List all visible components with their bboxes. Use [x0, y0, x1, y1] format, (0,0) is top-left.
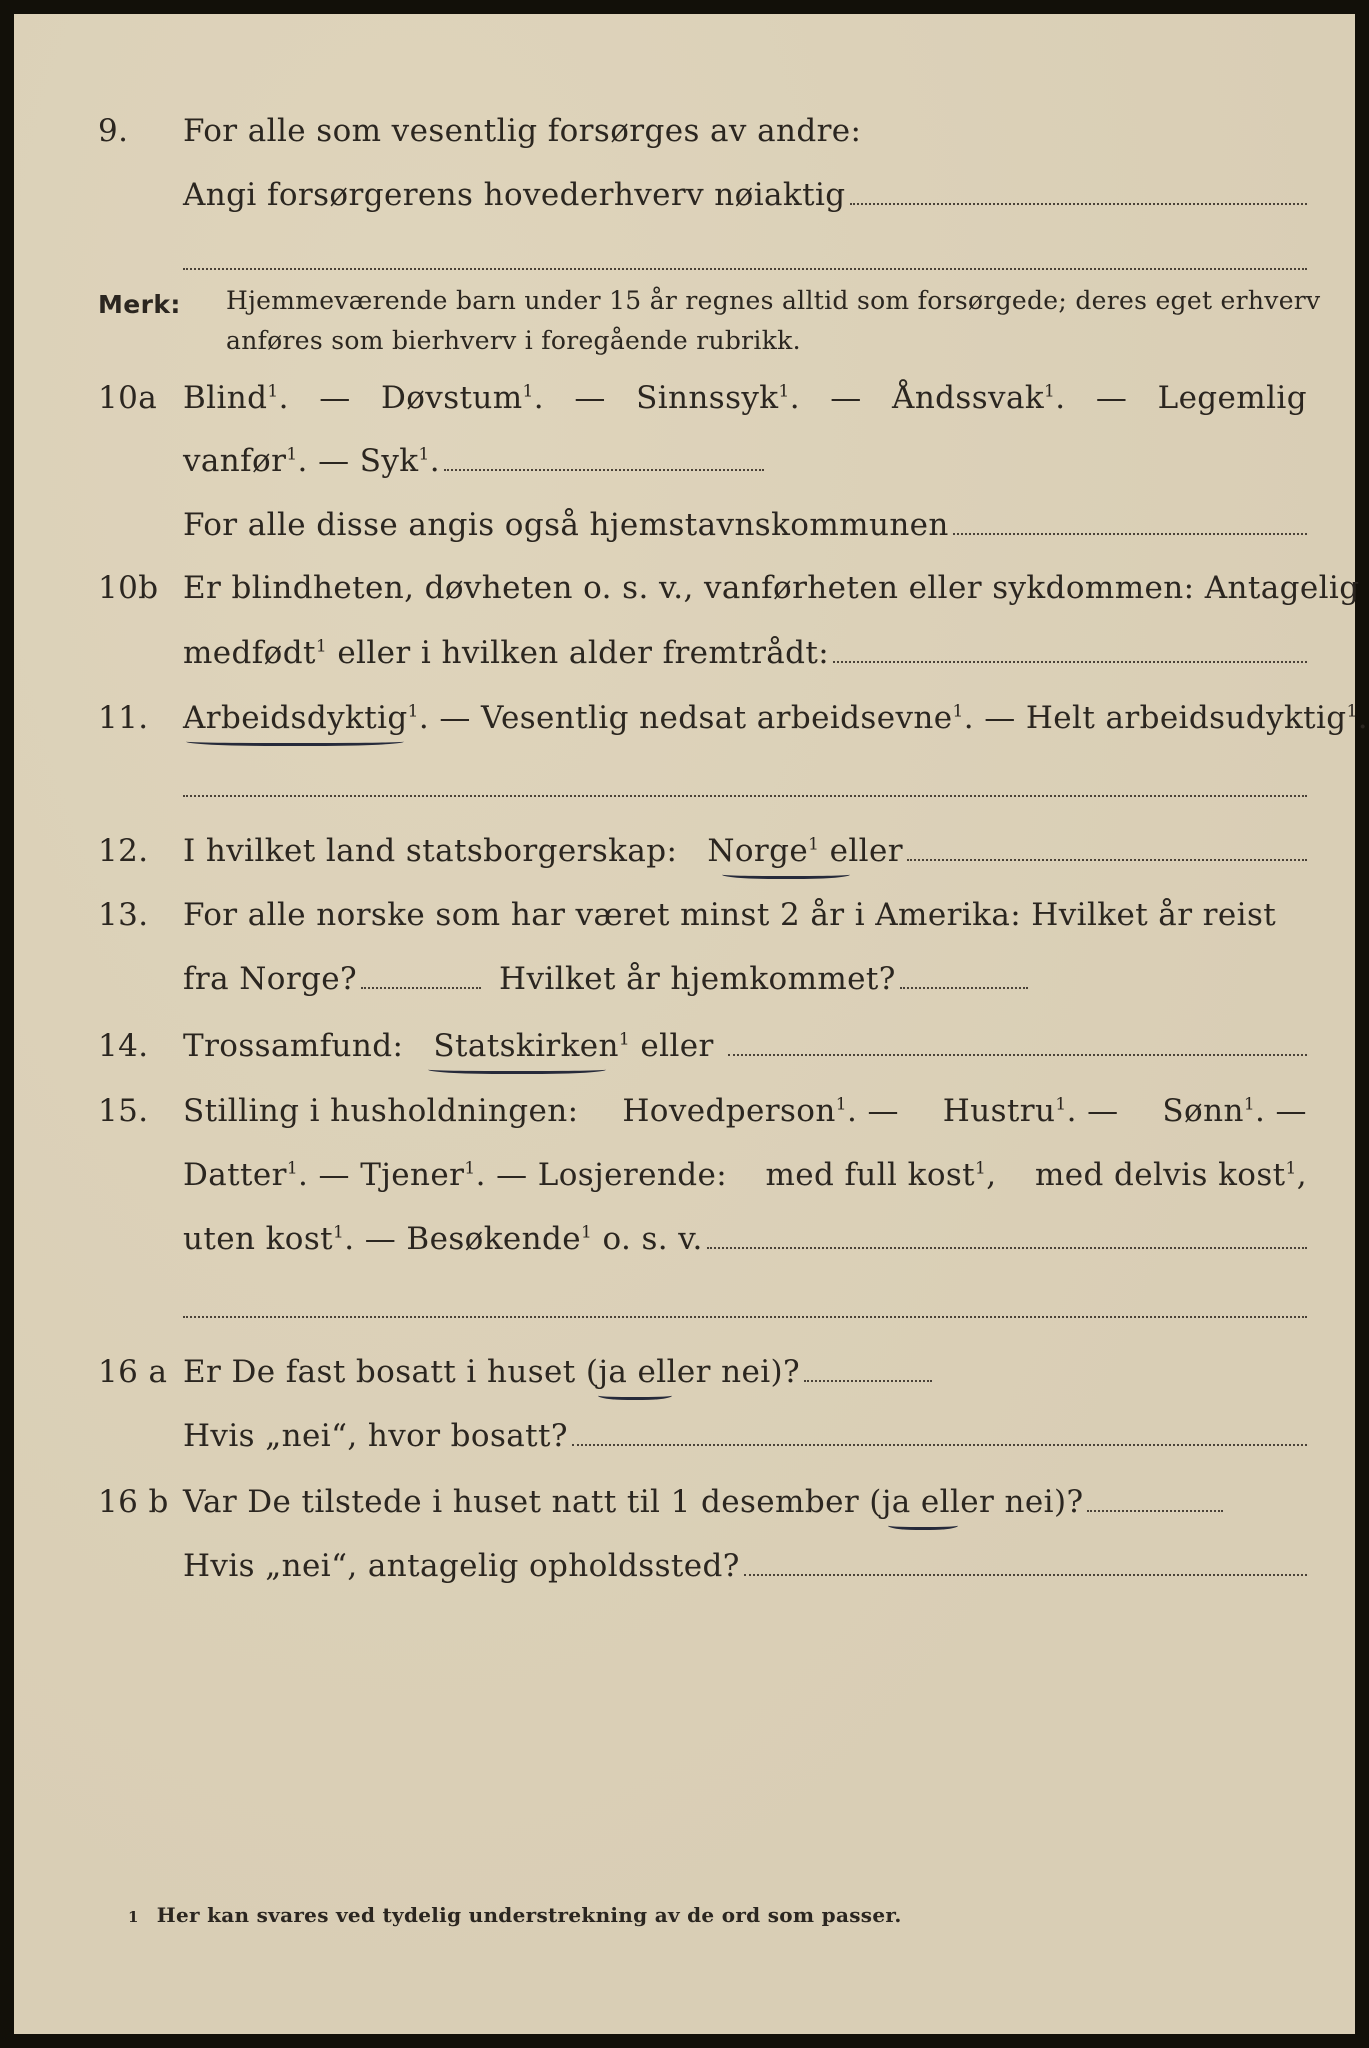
option-dovstum[interactable]: Døvstum: [380, 380, 523, 416]
question-9-line-2: [0, 177, 1369, 233]
option-vanfor[interactable]: vanfør: [183, 443, 287, 479]
option-sinnssyk[interactable]: Sinnssyk: [636, 380, 779, 416]
question-text: Angi forsørgerens hovederhverv nøiaktig: [183, 177, 846, 213]
question-16a-line-1: [0, 1354, 1369, 1410]
answer-field-hjemkommet[interactable]: [900, 963, 1028, 989]
option-hovedperson[interactable]: Hovedperson: [622, 1093, 836, 1129]
question-16b-line-1: [0, 1484, 1369, 1540]
question-text: fra Norge?: [183, 961, 358, 997]
question-text: Hvis „nei“, antagelig opholdssted?: [183, 1548, 740, 1584]
option-hustru[interactable]: Hustru: [942, 1093, 1056, 1129]
question-number: 15.: [98, 1093, 149, 1129]
option-tjener[interactable]: . — Tjener: [298, 1157, 465, 1193]
note-label: Merk:: [98, 290, 181, 319]
pen-underline-arbeidsdyktig: [186, 735, 404, 746]
answer-field-reist[interactable]: [361, 963, 481, 989]
answer-field[interactable]: [1087, 1486, 1223, 1512]
answer-field[interactable]: [444, 445, 764, 471]
option-arbeidsudyktig[interactable]: . — Helt arbeidsudyktig: [963, 700, 1347, 736]
question-text: I hvilket land statsborgerskap:: [183, 833, 678, 869]
option-uten-kost[interactable]: uten kost: [183, 1221, 334, 1257]
pen-underline-ja: [888, 1519, 958, 1530]
footnote: [128, 1903, 902, 1927]
pen-underline-statskirken: [428, 1063, 606, 1074]
footnote-mark: 1: [128, 1908, 139, 1926]
option-besokende[interactable]: . — Besøkende: [344, 1221, 581, 1257]
question-text: Stilling i husholdningen:: [183, 1093, 579, 1129]
question-15-line-1: 15. Stilling i husholdningen: Hovedperson$^1$. — Hustru$^1$. — Sønn$^1$. —: [98, 1093, 1307, 1129]
question-14: 14. Trossamfund: Statskirken$^1$ eller: [0, 1028, 1369, 1084]
question-13-line-2: [0, 961, 1369, 1017]
question-10a-line-1: 10a Blind$^1$. — Døvstum$^1$. — Sinnssyk$^1$. — Åndssvak$^1$. — Legemlig: [98, 380, 1307, 416]
question-number: 10a: [98, 380, 158, 416]
question-text: For alle norske som har været minst 2 år i Amerika: Hvilket år reist: [183, 897, 1277, 933]
pen-underline-norge: [722, 868, 850, 879]
answer-field[interactable]: [907, 835, 1307, 861]
question-text: Trossamfund:: [183, 1028, 404, 1064]
answer-field[interactable]: [953, 509, 1307, 535]
note-text: anføres som bierhverv i foregående rubrikk.: [226, 326, 801, 355]
answer-field[interactable]: [707, 1223, 1307, 1249]
question-text: eller i hvilken alder fremtrådt:: [337, 635, 830, 671]
question-13-line-1: [0, 897, 1369, 953]
option-datter[interactable]: Datter: [183, 1157, 287, 1193]
option-full-kost[interactable]: med full kost: [765, 1157, 976, 1193]
question-text: Er blindheten, døvheten o. s. v., vanførheten eller sykdommen: Antagelig: [183, 570, 1360, 606]
option-legemlig[interactable]: Legemlig: [1157, 380, 1307, 416]
note-line-2: [0, 326, 1369, 382]
question-10b-line-2: medfødt$^1$ eller i hvilken alder fremtrådt:: [0, 635, 1369, 691]
answer-field[interactable]: [744, 1550, 1307, 1576]
question-text: Er De fast bosatt i huset (ja eller nei)?: [183, 1354, 801, 1390]
question-10b-line-1: [0, 570, 1369, 626]
question-15-line-3: uten kost$^1$. — Besøkende$^1$ o. s. v.: [0, 1221, 1369, 1277]
answer-field[interactable]: [572, 1420, 1307, 1446]
question-text: Hvilket år hjemkommet?: [499, 961, 896, 997]
question-number: 14.: [98, 1028, 149, 1064]
option-norge[interactable]: Norge: [707, 833, 809, 869]
option-medfodt[interactable]: medfødt: [183, 635, 316, 671]
question-text: For alle disse angis også hjemstavnskommunen: [183, 507, 949, 543]
answer-line[interactable]: [183, 268, 1307, 270]
pen-underline-ja: [598, 1389, 672, 1400]
question-text: For alle som vesentlig forsørges av andre:: [183, 113, 862, 149]
question-16a-line-2: [0, 1418, 1369, 1474]
question-9-line-1: [0, 113, 1369, 169]
question-15-line-2: Datter$^1$. — Tjener$^1$. — Losjerende: med full kost$^1$, med delvis kost$^1$,: [183, 1157, 1307, 1193]
question-number: 9.: [98, 113, 129, 149]
question-10a-line-3: [0, 507, 1369, 563]
option-statskirken[interactable]: Statskirken: [433, 1028, 619, 1064]
question-10a-line-2: vanfør$^1$. — Syk$^1$.: [0, 443, 1369, 499]
option-andssvak[interactable]: Åndssvak: [892, 380, 1045, 416]
option-syk[interactable]: Syk: [359, 443, 419, 479]
question-text: Var De tilstede i huset natt til 1 desember (ja eller nei)?: [183, 1484, 1084, 1520]
question-16b-line-2: [0, 1548, 1369, 1604]
answer-field[interactable]: [804, 1356, 932, 1382]
answer-field[interactable]: [833, 637, 1307, 663]
question-text: Hvis „nei“, hvor bosatt?: [183, 1418, 568, 1454]
question-number: 12.: [98, 833, 149, 869]
question-number: 10b: [98, 570, 159, 606]
option-nedsat-arbeidsevne[interactable]: . — Vesentlig nedsat arbeidsevne: [418, 700, 953, 736]
option-arbeidsdyktig[interactable]: Arbeidsdyktig: [183, 700, 408, 736]
question-number: 16 a: [98, 1354, 168, 1390]
answer-field[interactable]: [850, 179, 1307, 205]
note-text: Hjemmeværende barn under 15 år regnes alltid som forsørgede; deres eget erhverv: [226, 286, 1321, 315]
question-11: 11. Arbeidsdyktig$^1$. — Vesentlig nedsat arbeidsevne$^1$. — Helt arbeidsudyktig$^1$.: [98, 700, 1369, 736]
answer-line[interactable]: [183, 1316, 1307, 1318]
question-number: 16 b: [98, 1484, 169, 1520]
option-sonn[interactable]: Sønn: [1162, 1093, 1244, 1129]
option-blind[interactable]: Blind: [183, 380, 268, 416]
question-number: 11.: [98, 700, 149, 736]
answer-field[interactable]: [728, 1030, 1307, 1056]
answer-line[interactable]: [183, 795, 1307, 797]
question-number: 13.: [98, 897, 149, 933]
option-delvis-kost[interactable]: med delvis kost: [1034, 1157, 1286, 1193]
footnote-text: Her kan svares ved tydelig understrekning av de ord som passer.: [156, 1903, 902, 1927]
question-12: 12. I hvilket land statsborgerskap: Norge$^1$ eller: [0, 833, 1369, 889]
